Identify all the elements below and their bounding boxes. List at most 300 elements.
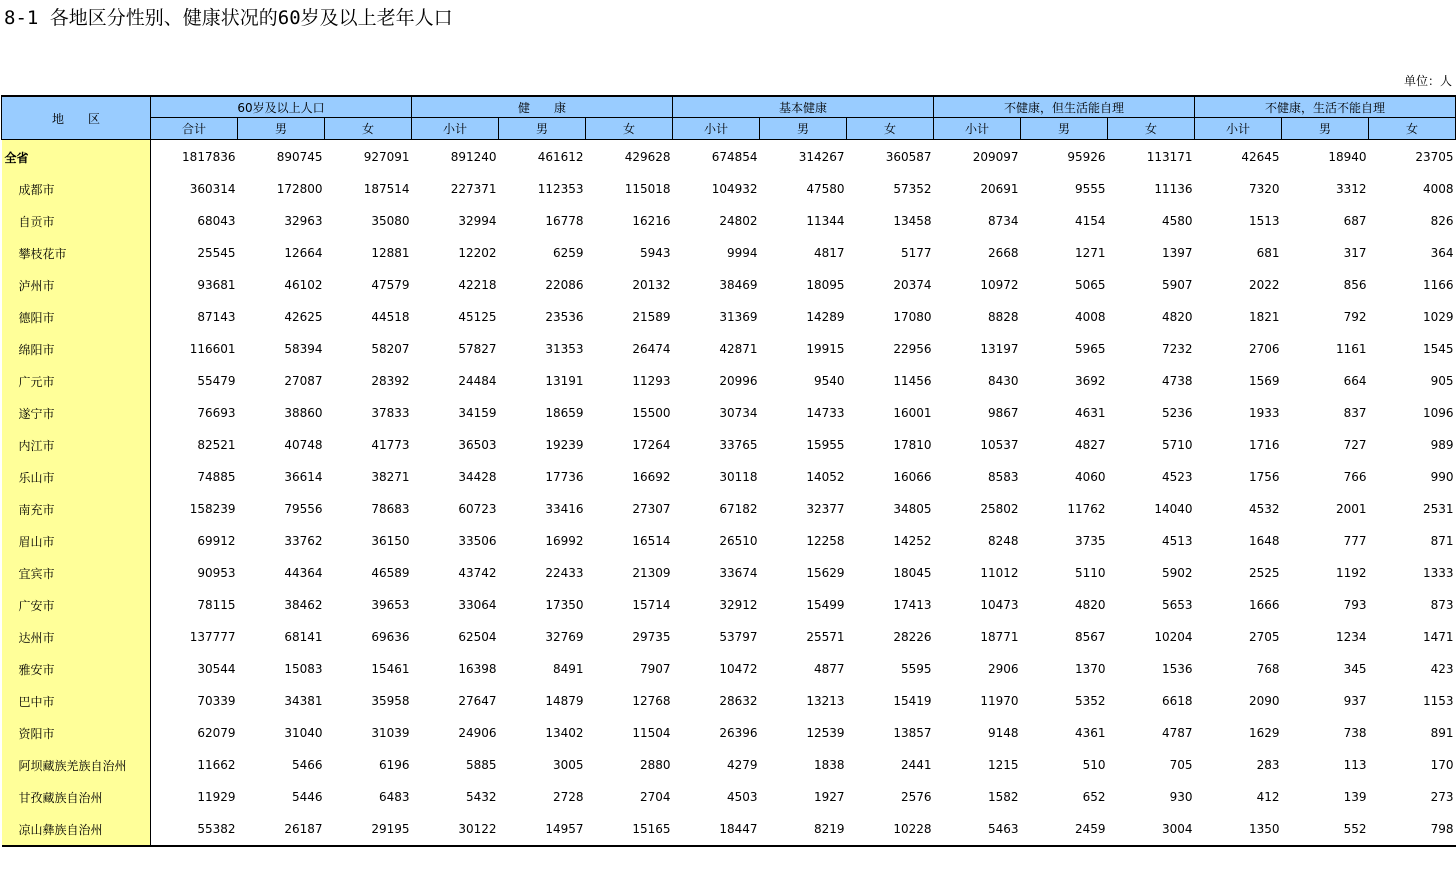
value-cell: 9867 bbox=[987, 406, 1019, 420]
unit-label: 单位：人 bbox=[1403, 74, 1452, 88]
value-cell: 5466 bbox=[291, 758, 323, 772]
value-cell: 16216 bbox=[632, 214, 671, 228]
value-cell: 6259 bbox=[552, 246, 584, 260]
value-cell: 29195 bbox=[371, 822, 410, 836]
value-cell: 27647 bbox=[458, 694, 497, 708]
value-cell: 3312 bbox=[1335, 182, 1367, 196]
value-cell: 17736 bbox=[545, 470, 584, 484]
value-cell: 4060 bbox=[1074, 470, 1106, 484]
table-row bbox=[2, 493, 1456, 525]
value-cell: 4532 bbox=[1248, 502, 1280, 516]
value-cell: 38469 bbox=[719, 278, 758, 292]
value-cell: 2090 bbox=[1248, 694, 1280, 708]
value-cell: 2459 bbox=[1074, 822, 1106, 836]
value-cell: 42218 bbox=[458, 278, 497, 292]
region-cell: 内江市 bbox=[2, 429, 151, 461]
value-cell: 69912 bbox=[197, 534, 236, 548]
value-cell: 4877 bbox=[813, 662, 845, 676]
value-cell: 317 bbox=[1343, 246, 1367, 260]
value-cell: 15500 bbox=[632, 406, 671, 420]
value-cell: 727 bbox=[1343, 438, 1367, 452]
value-cell: 5432 bbox=[465, 790, 497, 804]
value-cell: 6483 bbox=[378, 790, 410, 804]
value-cell: 1370 bbox=[1074, 662, 1106, 676]
value-cell: 46589 bbox=[371, 566, 410, 580]
value-cell: 674854 bbox=[711, 150, 758, 164]
value-cell: 990 bbox=[1430, 470, 1454, 484]
value-cell: 5907 bbox=[1161, 278, 1193, 292]
region-cell: 资阳市 bbox=[2, 717, 151, 749]
value-cell: 12664 bbox=[284, 246, 323, 260]
region-cell: 眉山市 bbox=[2, 525, 151, 557]
value-cell: 1582 bbox=[987, 790, 1019, 804]
value-cell: 738 bbox=[1343, 726, 1367, 740]
value-cell: 13458 bbox=[893, 214, 932, 228]
value-cell: 38860 bbox=[284, 406, 323, 420]
value-cell: 46102 bbox=[284, 278, 323, 292]
value-cell: 36614 bbox=[284, 470, 323, 484]
value-cell: 14957 bbox=[545, 822, 584, 836]
value-cell: 78683 bbox=[371, 502, 410, 516]
group-header-unhealthy-self-care: 不健康，但生活能自理 bbox=[934, 96, 1195, 118]
value-cell: 283 bbox=[1256, 758, 1280, 772]
value-cell: 10972 bbox=[980, 278, 1019, 292]
value-cell: 927091 bbox=[363, 150, 410, 164]
table-row bbox=[2, 749, 1456, 781]
value-cell: 17350 bbox=[545, 598, 584, 612]
value-cell: 116601 bbox=[189, 342, 236, 356]
value-cell: 15955 bbox=[806, 438, 845, 452]
value-cell: 4631 bbox=[1074, 406, 1106, 420]
region-column-header: 地 区 bbox=[2, 96, 151, 140]
value-cell: 113171 bbox=[1146, 150, 1193, 164]
value-cell: 2525 bbox=[1248, 566, 1280, 580]
value-cell: 70339 bbox=[197, 694, 236, 708]
subcolumn-header: 男 bbox=[760, 118, 847, 140]
value-cell: 23536 bbox=[545, 310, 584, 324]
value-cell: 68043 bbox=[197, 214, 236, 228]
subcolumn-header: 男 bbox=[499, 118, 586, 140]
value-cell: 890745 bbox=[276, 150, 323, 164]
value-cell: 69636 bbox=[371, 630, 410, 644]
value-cell: 8734 bbox=[987, 214, 1019, 228]
value-cell: 32769 bbox=[545, 630, 584, 644]
value-cell: 5965 bbox=[1074, 342, 1106, 356]
region-cell: 广元市 bbox=[2, 365, 151, 397]
value-cell: 8567 bbox=[1074, 630, 1106, 644]
value-cell: 364 bbox=[1430, 246, 1454, 260]
region-cell: 遂宁市 bbox=[2, 397, 151, 429]
value-cell: 345 bbox=[1343, 662, 1367, 676]
value-cell: 57352 bbox=[893, 182, 932, 196]
value-cell: 4580 bbox=[1161, 214, 1193, 228]
value-cell: 1569 bbox=[1248, 374, 1280, 388]
value-cell: 1716 bbox=[1248, 438, 1280, 452]
value-cell: 18659 bbox=[545, 406, 584, 420]
value-cell: 1927 bbox=[813, 790, 845, 804]
value-cell: 31369 bbox=[719, 310, 758, 324]
table-row bbox=[2, 269, 1456, 301]
value-cell: 2705 bbox=[1248, 630, 1280, 644]
value-cell: 5110 bbox=[1074, 566, 1106, 580]
value-cell: 30118 bbox=[719, 470, 758, 484]
subcolumn-header: 男 bbox=[238, 118, 325, 140]
value-cell: 10472 bbox=[719, 662, 758, 676]
value-cell: 4513 bbox=[1161, 534, 1193, 548]
value-cell: 21589 bbox=[632, 310, 671, 324]
value-cell: 10228 bbox=[893, 822, 932, 836]
value-cell: 18771 bbox=[980, 630, 1019, 644]
value-cell: 4820 bbox=[1074, 598, 1106, 612]
value-cell: 68141 bbox=[284, 630, 323, 644]
value-cell: 16398 bbox=[458, 662, 497, 676]
value-cell: 8583 bbox=[987, 470, 1019, 484]
value-cell: 24484 bbox=[458, 374, 497, 388]
value-cell: 58394 bbox=[284, 342, 323, 356]
value-cell: 2880 bbox=[639, 758, 671, 772]
value-cell: 33416 bbox=[545, 502, 584, 516]
value-cell: 18447 bbox=[719, 822, 758, 836]
table-row bbox=[2, 333, 1456, 365]
value-cell: 766 bbox=[1343, 470, 1367, 484]
value-cell: 552 bbox=[1343, 822, 1367, 836]
value-cell: 18045 bbox=[893, 566, 932, 580]
value-cell: 11456 bbox=[893, 374, 932, 388]
value-cell: 29735 bbox=[632, 630, 671, 644]
value-cell: 4787 bbox=[1161, 726, 1193, 740]
value-cell: 26396 bbox=[719, 726, 758, 740]
value-cell: 14252 bbox=[893, 534, 932, 548]
value-cell: 871 bbox=[1430, 534, 1454, 548]
value-cell: 26510 bbox=[719, 534, 758, 548]
value-cell: 36150 bbox=[371, 534, 410, 548]
value-cell: 905 bbox=[1430, 374, 1454, 388]
subcolumn-header: 女 bbox=[1108, 118, 1195, 140]
value-cell: 1471 bbox=[1422, 630, 1454, 644]
value-cell: 82521 bbox=[197, 438, 236, 452]
value-cell: 90953 bbox=[197, 566, 236, 580]
value-cell: 28632 bbox=[719, 694, 758, 708]
value-cell: 1933 bbox=[1248, 406, 1280, 420]
value-cell: 13197 bbox=[980, 342, 1019, 356]
value-cell: 58207 bbox=[371, 342, 410, 356]
value-cell: 21309 bbox=[632, 566, 671, 580]
region-cell: 攀枝花市 bbox=[2, 237, 151, 269]
value-cell: 13402 bbox=[545, 726, 584, 740]
value-cell: 35080 bbox=[371, 214, 410, 228]
value-cell: 20374 bbox=[893, 278, 932, 292]
value-cell: 43742 bbox=[458, 566, 497, 580]
value-cell: 24906 bbox=[458, 726, 497, 740]
value-cell: 18940 bbox=[1328, 150, 1367, 164]
value-cell: 16514 bbox=[632, 534, 671, 548]
value-cell: 18095 bbox=[806, 278, 845, 292]
region-cell: 泸州市 bbox=[2, 269, 151, 301]
value-cell: 7320 bbox=[1248, 182, 1280, 196]
region-cell: 乐山市 bbox=[2, 461, 151, 493]
value-cell: 930 bbox=[1169, 790, 1193, 804]
value-cell: 30544 bbox=[197, 662, 236, 676]
value-cell: 32963 bbox=[284, 214, 323, 228]
table-row bbox=[2, 140, 1456, 174]
value-cell: 937 bbox=[1343, 694, 1367, 708]
value-cell: 42645 bbox=[1241, 150, 1280, 164]
value-cell: 32377 bbox=[806, 502, 845, 516]
group-header-unhealthy-no-self-care: 不健康，生活不能自理 bbox=[1195, 96, 1456, 118]
value-cell: 5885 bbox=[465, 758, 497, 772]
value-cell: 15629 bbox=[806, 566, 845, 580]
value-cell: 36503 bbox=[458, 438, 497, 452]
value-cell: 3692 bbox=[1074, 374, 1106, 388]
value-cell: 15714 bbox=[632, 598, 671, 612]
value-cell: 24802 bbox=[719, 214, 758, 228]
table-row bbox=[2, 781, 1456, 813]
value-cell: 891240 bbox=[450, 150, 497, 164]
table-row bbox=[2, 589, 1456, 621]
value-cell: 34805 bbox=[893, 502, 932, 516]
subcolumn-header: 女 bbox=[586, 118, 673, 140]
region-cell: 凉山彝族自治州 bbox=[2, 813, 151, 846]
value-cell: 35958 bbox=[371, 694, 410, 708]
value-cell: 13213 bbox=[806, 694, 845, 708]
value-cell: 5943 bbox=[639, 246, 671, 260]
value-cell: 10204 bbox=[1154, 630, 1193, 644]
value-cell: 15499 bbox=[806, 598, 845, 612]
value-cell: 76693 bbox=[197, 406, 236, 420]
value-cell: 17413 bbox=[893, 598, 932, 612]
value-cell: 158239 bbox=[189, 502, 236, 516]
value-cell: 5236 bbox=[1161, 406, 1193, 420]
table-row bbox=[2, 237, 1456, 269]
value-cell: 1817836 bbox=[182, 150, 236, 164]
value-cell: 14733 bbox=[806, 406, 845, 420]
value-cell: 1545 bbox=[1422, 342, 1454, 356]
region-cell: 绵阳市 bbox=[2, 333, 151, 365]
value-cell: 2001 bbox=[1335, 502, 1367, 516]
value-cell: 34381 bbox=[284, 694, 323, 708]
value-cell: 16692 bbox=[632, 470, 671, 484]
value-cell: 1838 bbox=[813, 758, 845, 772]
value-cell: 273 bbox=[1430, 790, 1454, 804]
value-cell: 4820 bbox=[1161, 310, 1193, 324]
value-cell: 10537 bbox=[980, 438, 1019, 452]
value-cell: 28392 bbox=[371, 374, 410, 388]
value-cell: 2668 bbox=[987, 246, 1019, 260]
value-cell: 8219 bbox=[813, 822, 845, 836]
value-cell: 30734 bbox=[719, 406, 758, 420]
value-cell: 209097 bbox=[972, 150, 1019, 164]
value-cell: 25571 bbox=[806, 630, 845, 644]
value-cell: 5065 bbox=[1074, 278, 1106, 292]
value-cell: 12768 bbox=[632, 694, 671, 708]
value-cell: 510 bbox=[1082, 758, 1106, 772]
value-cell: 4279 bbox=[726, 758, 758, 772]
value-cell: 9148 bbox=[987, 726, 1019, 740]
value-cell: 2576 bbox=[900, 790, 932, 804]
value-cell: 20691 bbox=[980, 182, 1019, 196]
value-cell: 172800 bbox=[276, 182, 323, 196]
region-cell: 成都市 bbox=[2, 173, 151, 205]
region-cell: 巴中市 bbox=[2, 685, 151, 717]
value-cell: 47579 bbox=[371, 278, 410, 292]
value-cell: 60723 bbox=[458, 502, 497, 516]
value-cell: 1536 bbox=[1161, 662, 1193, 676]
value-cell: 3004 bbox=[1161, 822, 1193, 836]
group-header-total: 60岁及以上人口 bbox=[151, 96, 412, 118]
table-row bbox=[2, 205, 1456, 237]
value-cell: 14879 bbox=[545, 694, 584, 708]
table-row bbox=[2, 685, 1456, 717]
value-cell: 9555 bbox=[1074, 182, 1106, 196]
value-cell: 113 bbox=[1343, 758, 1367, 772]
value-cell: 5446 bbox=[291, 790, 323, 804]
value-cell: 2441 bbox=[900, 758, 932, 772]
value-cell: 10473 bbox=[980, 598, 1019, 612]
value-cell: 429628 bbox=[624, 150, 671, 164]
value-cell: 53797 bbox=[719, 630, 758, 644]
value-cell: 37833 bbox=[371, 406, 410, 420]
value-cell: 1161 bbox=[1335, 342, 1367, 356]
table-row bbox=[2, 365, 1456, 397]
value-cell: 34428 bbox=[458, 470, 497, 484]
value-cell: 4154 bbox=[1074, 214, 1106, 228]
value-cell: 2906 bbox=[987, 662, 1019, 676]
value-cell: 12258 bbox=[806, 534, 845, 548]
value-cell: 4827 bbox=[1074, 438, 1106, 452]
region-cell: 自贡市 bbox=[2, 205, 151, 237]
value-cell: 20132 bbox=[632, 278, 671, 292]
value-cell: 12539 bbox=[806, 726, 845, 740]
table-row bbox=[2, 461, 1456, 493]
value-cell: 11662 bbox=[197, 758, 236, 772]
value-cell: 139 bbox=[1343, 790, 1367, 804]
value-cell: 4523 bbox=[1161, 470, 1193, 484]
value-cell: 33674 bbox=[719, 566, 758, 580]
value-cell: 2728 bbox=[552, 790, 584, 804]
value-cell: 5710 bbox=[1161, 438, 1193, 452]
value-cell: 891 bbox=[1430, 726, 1454, 740]
subcolumn-header: 男 bbox=[1282, 118, 1369, 140]
value-cell: 3005 bbox=[552, 758, 584, 772]
value-cell: 79556 bbox=[284, 502, 323, 516]
value-cell: 2706 bbox=[1248, 342, 1280, 356]
value-cell: 78115 bbox=[197, 598, 236, 612]
value-cell: 187514 bbox=[363, 182, 410, 196]
value-cell: 27307 bbox=[632, 502, 671, 516]
value-cell: 412 bbox=[1256, 790, 1280, 804]
value-cell: 1666 bbox=[1248, 598, 1280, 612]
value-cell: 55479 bbox=[197, 374, 236, 388]
region-cell: 宜宾市 bbox=[2, 557, 151, 589]
group-header-healthy: 健 康 bbox=[412, 96, 673, 118]
value-cell: 17264 bbox=[632, 438, 671, 452]
subcolumn-header: 合计 bbox=[151, 118, 238, 140]
value-cell: 26187 bbox=[284, 822, 323, 836]
value-cell: 62504 bbox=[458, 630, 497, 644]
group-header-basically-healthy: 基本健康 bbox=[673, 96, 934, 118]
value-cell: 2022 bbox=[1248, 278, 1280, 292]
value-cell: 6618 bbox=[1161, 694, 1193, 708]
header-subcolumn-row bbox=[2, 118, 1456, 140]
value-cell: 93681 bbox=[197, 278, 236, 292]
subcolumn-header: 女 bbox=[1369, 118, 1456, 140]
value-cell: 13191 bbox=[545, 374, 584, 388]
value-cell: 41773 bbox=[371, 438, 410, 452]
value-cell: 5463 bbox=[987, 822, 1019, 836]
value-cell: 14040 bbox=[1154, 502, 1193, 516]
value-cell: 38462 bbox=[284, 598, 323, 612]
value-cell: 5595 bbox=[900, 662, 932, 676]
value-cell: 26474 bbox=[632, 342, 671, 356]
value-cell: 1096 bbox=[1422, 406, 1454, 420]
value-cell: 33765 bbox=[719, 438, 758, 452]
value-cell: 11762 bbox=[1067, 502, 1106, 516]
table-row bbox=[2, 813, 1456, 846]
subcolumn-header: 小计 bbox=[934, 118, 1021, 140]
value-cell: 17080 bbox=[893, 310, 932, 324]
value-cell: 1215 bbox=[987, 758, 1019, 772]
value-cell: 5177 bbox=[900, 246, 932, 260]
table-row bbox=[2, 173, 1456, 205]
value-cell: 11293 bbox=[632, 374, 671, 388]
table-row bbox=[2, 557, 1456, 589]
value-cell: 768 bbox=[1256, 662, 1280, 676]
value-cell: 1756 bbox=[1248, 470, 1280, 484]
value-cell: 9994 bbox=[726, 246, 758, 260]
value-cell: 12202 bbox=[458, 246, 497, 260]
value-cell: 30122 bbox=[458, 822, 497, 836]
value-cell: 28226 bbox=[893, 630, 932, 644]
value-cell: 4817 bbox=[813, 246, 845, 260]
value-cell: 14289 bbox=[806, 310, 845, 324]
table-row bbox=[2, 621, 1456, 653]
table-row bbox=[2, 301, 1456, 333]
subcolumn-header: 小计 bbox=[673, 118, 760, 140]
value-cell: 9540 bbox=[813, 374, 845, 388]
value-cell: 34159 bbox=[458, 406, 497, 420]
value-cell: 11504 bbox=[632, 726, 671, 740]
subcolumn-header: 小计 bbox=[1195, 118, 1282, 140]
value-cell: 44518 bbox=[371, 310, 410, 324]
table-row bbox=[2, 653, 1456, 685]
region-cell: 南充市 bbox=[2, 493, 151, 525]
value-cell: 33506 bbox=[458, 534, 497, 548]
value-cell: 16001 bbox=[893, 406, 932, 420]
value-cell: 4008 bbox=[1422, 182, 1454, 196]
value-cell: 8430 bbox=[987, 374, 1019, 388]
value-cell: 45125 bbox=[458, 310, 497, 324]
value-cell: 16992 bbox=[545, 534, 584, 548]
region-cell: 阿坝藏族羌族自治州 bbox=[2, 749, 151, 781]
subcolumn-header: 男 bbox=[1021, 118, 1108, 140]
value-cell: 1234 bbox=[1335, 630, 1367, 644]
value-cell: 20996 bbox=[719, 374, 758, 388]
value-cell: 12881 bbox=[371, 246, 410, 260]
value-cell: 67182 bbox=[719, 502, 758, 516]
value-cell: 87143 bbox=[197, 310, 236, 324]
value-cell: 16066 bbox=[893, 470, 932, 484]
value-cell: 16778 bbox=[545, 214, 584, 228]
value-cell: 31353 bbox=[545, 342, 584, 356]
value-cell: 1821 bbox=[1248, 310, 1280, 324]
region-cell: 广安市 bbox=[2, 589, 151, 621]
value-cell: 5902 bbox=[1161, 566, 1193, 580]
value-cell: 705 bbox=[1169, 758, 1193, 772]
value-cell: 22433 bbox=[545, 566, 584, 580]
value-cell: 4503 bbox=[726, 790, 758, 804]
value-cell: 4738 bbox=[1161, 374, 1193, 388]
value-cell: 15165 bbox=[632, 822, 671, 836]
